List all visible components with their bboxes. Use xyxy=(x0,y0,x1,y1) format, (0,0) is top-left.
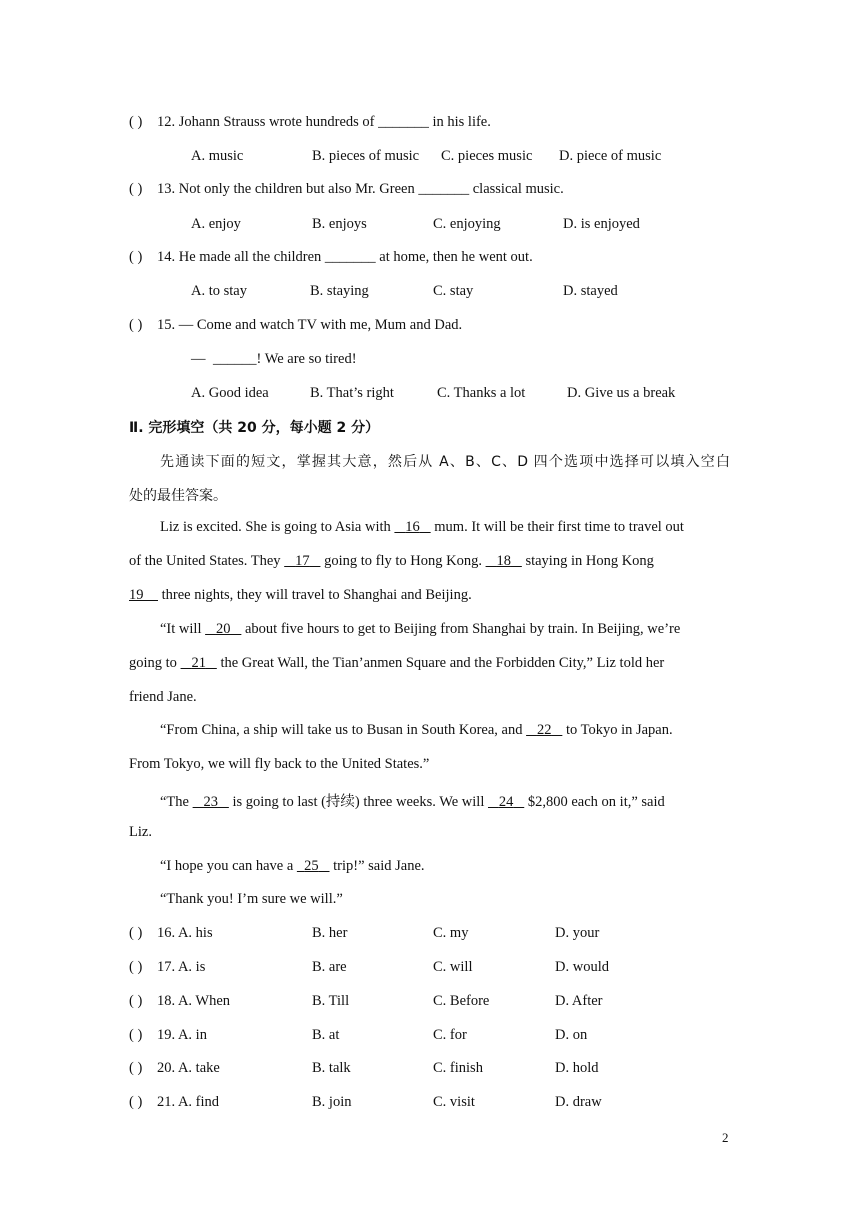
blank-20: 20 xyxy=(215,621,231,637)
passage-line-11 xyxy=(160,858,730,875)
passage-line-10: Liz. xyxy=(129,824,152,840)
option-c: C. will xyxy=(433,959,473,975)
blank-24: 24 xyxy=(498,794,514,810)
answer-paren: ( ) xyxy=(129,249,143,265)
option-c: C. Thanks a lot xyxy=(437,385,526,401)
option-a: A. Good idea xyxy=(191,385,269,401)
reply-dash: — xyxy=(191,351,206,367)
option-a: A. enjoy xyxy=(191,216,241,232)
blank-25: 25 xyxy=(304,858,319,874)
option-a: 18. A. When xyxy=(157,993,231,1009)
passage-line-12: “Thank you! I’m sure we will.” xyxy=(160,891,343,907)
instruction-line-1: 先通读下面的短文，掌握其大意，然后从 A、B、C、D 四个选项中选择可以填入空白 xyxy=(160,454,730,470)
page-number: 2 xyxy=(722,1130,729,1145)
reply-text: ______! We are so tired! xyxy=(213,351,357,367)
answer-paren: ( ) xyxy=(129,959,143,975)
option-b: B. staying xyxy=(310,283,369,299)
passage-text: about five hours to get to Beijing from Shanghai by train. In Beijing, we’re xyxy=(244,621,681,637)
blank-17: 17 xyxy=(295,553,310,569)
question-stem: 13. Not only the children but also Mr. Green _______ classical music. xyxy=(157,181,564,197)
passage-text: trip!” said Jane. xyxy=(333,858,425,874)
passage-text: going to fly to Hong Kong. xyxy=(324,553,482,569)
option-d: D. hold xyxy=(555,1060,599,1076)
answer-paren: ( ) xyxy=(129,1094,143,1110)
passage-text: to Tokyo in Japan. xyxy=(565,722,673,738)
blank-19: 19 xyxy=(129,587,144,603)
blank-23: 23 xyxy=(203,794,218,810)
option-a: 21. A. find xyxy=(157,1094,220,1110)
answer-paren: ( ) xyxy=(129,1027,143,1043)
answer-paren: ( ) xyxy=(129,925,143,941)
option-c: C. enjoying xyxy=(433,216,501,232)
passage-text: $2,800 each on it,” said xyxy=(527,794,665,810)
passage-line-6: friend Jane. xyxy=(129,689,197,705)
instruction-line-2: 处的最佳答案。 xyxy=(129,488,227,504)
option-b: B. are xyxy=(312,959,347,975)
passage-line-9 xyxy=(160,790,730,811)
option-b: B. enjoys xyxy=(312,216,367,232)
option-c: C. my xyxy=(433,925,469,941)
option-b: B. pieces of music xyxy=(312,148,420,164)
section-heading: Ⅱ. 完形填空（共 20 分，每小题 2 分） xyxy=(129,420,380,436)
passage-text: “From China, a ship will take us to Busan in South Korea, and xyxy=(160,722,523,738)
answer-paren: ( ) xyxy=(129,317,143,333)
passage-text: going to xyxy=(129,655,177,671)
passage-line-3 xyxy=(129,587,730,604)
option-d: D. your xyxy=(555,925,600,941)
option-d: D. stayed xyxy=(563,283,618,299)
blank-18: 18 xyxy=(496,553,511,569)
passage-text: the Great Wall, the Tian’anmen Square and the Forbidden City,” Liz told her xyxy=(220,655,665,671)
option-c: C. Before xyxy=(433,993,490,1009)
option-d: D. is enjoyed xyxy=(563,216,640,232)
option-a: A. music xyxy=(191,148,244,164)
option-a: 17. A. is xyxy=(157,959,206,975)
passage-text: three nights, they will travel to Shanghai and Beijing. xyxy=(161,587,472,603)
option-a: 16. A. his xyxy=(157,925,213,941)
answer-paren: ( ) xyxy=(129,993,143,1009)
passage-line-7 xyxy=(160,722,730,739)
passage-text: “I hope you can have a xyxy=(160,858,294,874)
question-stem: 14. He made all the children _______ at home, then he went out. xyxy=(157,249,533,265)
option-b: B. talk xyxy=(312,1060,351,1076)
option-c: C. stay xyxy=(433,283,474,299)
option-a: 20. A. take xyxy=(157,1060,220,1076)
passage-text: staying in Hong Kong xyxy=(525,553,654,569)
passage-text: is going to last (持续) three weeks. We will xyxy=(232,794,485,810)
option-a: 19. A. in xyxy=(157,1027,207,1043)
option-b: B. at xyxy=(312,1027,340,1043)
passage-line-1 xyxy=(160,519,730,536)
passage-line-5 xyxy=(129,655,730,672)
answer-paren: ( ) xyxy=(129,181,143,197)
blank-16: 16 xyxy=(405,519,420,535)
blank-22: 22 xyxy=(536,722,552,738)
option-d: D. Give us a break xyxy=(567,385,676,401)
blank-21: 21 xyxy=(191,655,206,671)
option-c: C. for xyxy=(433,1027,467,1043)
passage-line-8: From Tokyo, we will fly back to the United States.” xyxy=(129,756,430,772)
passage-text: mum. It will be their first time to travel out xyxy=(434,519,684,535)
option-c: C. finish xyxy=(433,1060,483,1076)
option-c: C. visit xyxy=(433,1094,475,1110)
answer-paren: ( ) xyxy=(129,114,143,130)
answer-paren: ( ) xyxy=(129,1060,143,1076)
question-stem: 15. — Come and watch TV with me, Mum and Dad. xyxy=(157,317,463,333)
passage-text: of the United States. They xyxy=(129,553,281,569)
passage-text: Liz is excited. She is going to Asia with xyxy=(160,519,391,535)
option-c: C. pieces music xyxy=(441,148,533,164)
option-d: D. After xyxy=(555,993,603,1009)
option-b: B. That’s right xyxy=(310,385,394,401)
option-d: D. piece of music xyxy=(559,148,662,164)
passage-text: “It will xyxy=(160,621,202,637)
passage-line-4 xyxy=(160,621,730,638)
option-b: B. Till xyxy=(312,993,350,1009)
option-d: D. would xyxy=(555,959,609,975)
option-d: D. on xyxy=(555,1027,588,1043)
passage-text: “The xyxy=(160,794,189,810)
option-b: B. join xyxy=(312,1094,352,1110)
option-b: B. her xyxy=(312,925,348,941)
passage-line-2 xyxy=(129,553,730,570)
option-d: D. draw xyxy=(555,1094,602,1110)
option-a: A. to stay xyxy=(191,283,247,299)
question-stem: 12. Johann Strauss wrote hundreds of _______ in his life. xyxy=(157,114,491,130)
